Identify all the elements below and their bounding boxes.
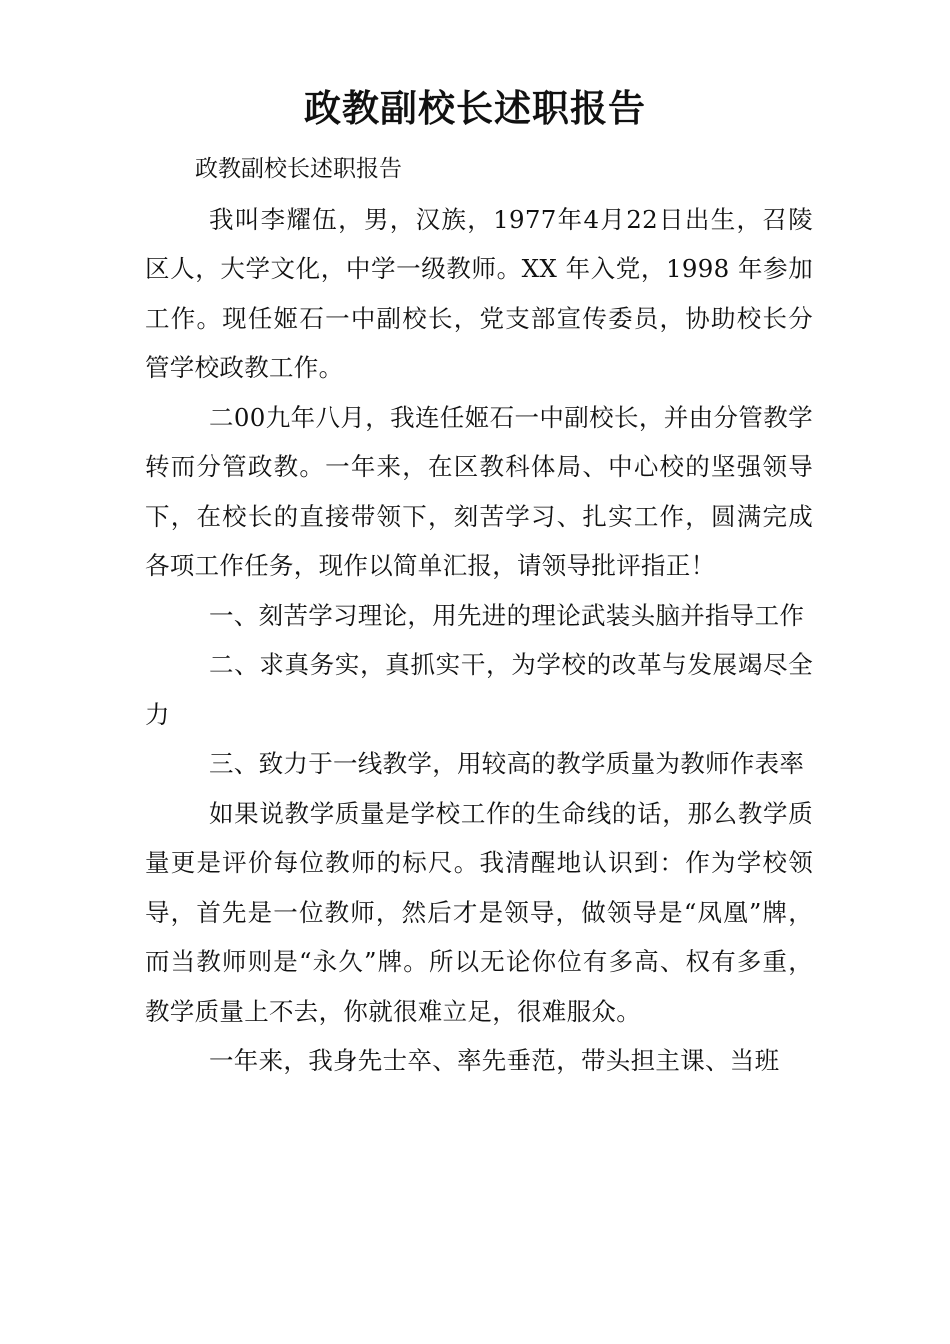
paragraph: 我叫李耀伍，男，汉族，1977年4月22日出生，召陵区人，大学文化，中学一级教师。XX 年入党，1998 年参加工作。现任姬石一中副校长，党支部宣传委员，协助校长分管学校政教工作。 — [145, 204, 813, 382]
document-body — [145, 145, 813, 1086]
section-heading: 一、刻苦学习理论，用先进的理论武装头脑并指导工作 — [209, 600, 805, 630]
document-title: 政教副校长述职报告 — [304, 86, 646, 130]
paragraph: 一年来，我身先士卒、率先垂范，带头担主课、当班 — [209, 1046, 780, 1075]
section-heading: 二、求真务实，真抓实干，为学校的改革与发展竭尽全力 — [145, 650, 813, 729]
paragraph: 二00九年八月，我连任姬石一中副校长，并由分管教学转而分管政教。一年来，在区教科体局、中心校的坚强领导下，在校长的直接带领下，刻苦学习、扎实工作，圆满完成各项工作任务，现作以简单汇报，请领导批评指正！ — [145, 402, 813, 580]
section-heading: 三、致力于一线教学，用较高的教学质量为教师作表率 — [209, 749, 805, 778]
paragraph: 如果说教学质量是学校工作的生命线的话，那么教学质量更是评价每位教师的标尺。我清醒地认识到：作为学校领导，首先是一位教师，然后才是领导，做领导是“凤凰”牌，而当教师则是“永久”牌。所以无论你位有多高、权有多重，教学质量上不去，你就很难立足，很难服众。 — [145, 798, 813, 1026]
document-subtitle: 政教副校长述职报告 — [195, 156, 402, 182]
